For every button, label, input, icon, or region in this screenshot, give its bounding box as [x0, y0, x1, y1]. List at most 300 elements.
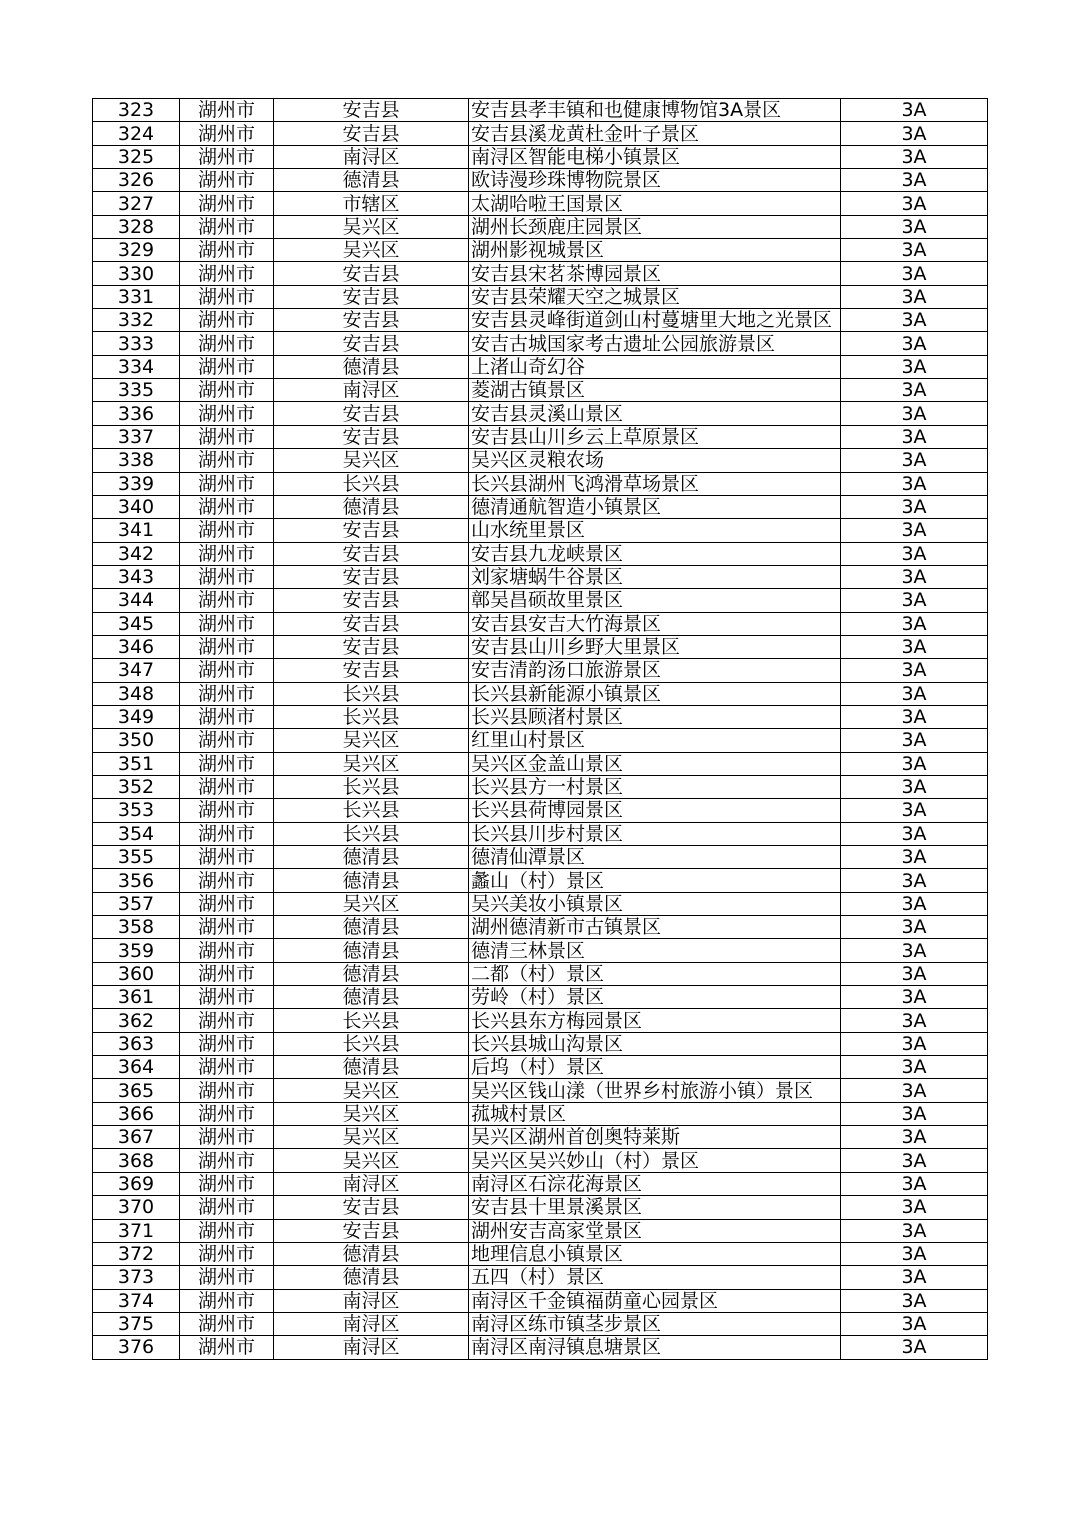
table-row	[93, 99, 988, 122]
grade-cell: 3A	[841, 472, 988, 495]
grade-cell: 3A	[841, 122, 988, 145]
scenic-spot-name-cell: 山水统里景区	[469, 519, 841, 542]
grade-cell: 3A	[841, 285, 988, 308]
table-row	[93, 1126, 988, 1149]
city-cell: 湖州市	[180, 332, 274, 355]
row-number-cell: 332	[93, 309, 180, 332]
scenic-spot-name-cell: 安吉县溪龙黄杜金叶子景区	[469, 122, 841, 145]
table-row	[93, 169, 988, 192]
table-row	[93, 145, 988, 168]
grade-cell: 3A	[841, 1056, 988, 1079]
city-cell: 湖州市	[180, 215, 274, 238]
grade-cell: 3A	[841, 425, 988, 448]
grade-cell: 3A	[841, 916, 988, 939]
row-number-cell: 337	[93, 425, 180, 448]
table-row	[93, 1266, 988, 1289]
table-row	[93, 962, 988, 985]
district-cell: 安吉县	[274, 542, 469, 565]
district-cell: 安吉县	[274, 425, 469, 448]
table-row	[93, 122, 988, 145]
row-number-cell: 369	[93, 1172, 180, 1195]
table-row	[93, 519, 988, 542]
grade-cell: 3A	[841, 846, 988, 869]
city-cell: 湖州市	[180, 635, 274, 658]
table-row	[93, 565, 988, 588]
city-cell: 湖州市	[180, 705, 274, 728]
row-number-cell: 357	[93, 892, 180, 915]
city-cell: 湖州市	[180, 1172, 274, 1195]
scenic-spot-name-cell: 长兴县东方梅园景区	[469, 1009, 841, 1032]
grade-cell: 3A	[841, 729, 988, 752]
city-cell: 湖州市	[180, 99, 274, 122]
scenic-spot-name-cell: 长兴县荷博园景区	[469, 799, 841, 822]
grade-cell: 3A	[841, 99, 988, 122]
row-number-cell: 346	[93, 635, 180, 658]
grade-cell: 3A	[841, 799, 988, 822]
city-cell: 湖州市	[180, 659, 274, 682]
table-row	[93, 402, 988, 425]
row-number-cell: 361	[93, 986, 180, 1009]
table-row	[93, 892, 988, 915]
table-row	[93, 1149, 988, 1172]
district-cell: 市辖区	[274, 192, 469, 215]
city-cell: 湖州市	[180, 169, 274, 192]
grade-cell: 3A	[841, 1009, 988, 1032]
scenic-spot-name-cell: 长兴县湖州飞鸿滑草场景区	[469, 472, 841, 495]
city-cell: 湖州市	[180, 892, 274, 915]
district-cell: 吴兴区	[274, 892, 469, 915]
table-row	[93, 939, 988, 962]
grade-cell: 3A	[841, 1242, 988, 1265]
table-row	[93, 986, 988, 1009]
row-number-cell: 353	[93, 799, 180, 822]
grade-cell: 3A	[841, 1149, 988, 1172]
scenic-spot-name-cell: 长兴县新能源小镇景区	[469, 682, 841, 705]
city-cell: 湖州市	[180, 869, 274, 892]
district-cell: 德清县	[274, 986, 469, 1009]
city-cell: 湖州市	[180, 612, 274, 635]
scenic-spot-name-cell: 南浔区南浔镇息塘景区	[469, 1336, 841, 1359]
scenic-spot-name-cell: 安吉县宋茗茶博园景区	[469, 262, 841, 285]
row-number-cell: 334	[93, 355, 180, 378]
row-number-cell: 333	[93, 332, 180, 355]
district-cell: 德清县	[274, 495, 469, 518]
scenic-spot-name-cell: 后坞（村）景区	[469, 1056, 841, 1079]
row-number-cell: 351	[93, 752, 180, 775]
scenic-spot-name-cell: 五四（村）景区	[469, 1266, 841, 1289]
city-cell: 湖州市	[180, 145, 274, 168]
city-cell: 湖州市	[180, 1266, 274, 1289]
grade-cell: 3A	[841, 542, 988, 565]
table-row	[93, 425, 988, 448]
scenic-spot-name-cell: 鄣吴昌硕故里景区	[469, 589, 841, 612]
city-cell: 湖州市	[180, 1336, 274, 1359]
city-cell: 湖州市	[180, 822, 274, 845]
district-cell: 吴兴区	[274, 449, 469, 472]
scenic-spot-name-cell: 安吉县灵峰街道剑山村蔓塘里大地之光景区	[469, 309, 841, 332]
grade-cell: 3A	[841, 939, 988, 962]
table-row	[93, 1102, 988, 1125]
row-number-cell: 329	[93, 239, 180, 262]
row-number-cell: 328	[93, 215, 180, 238]
scenic-spot-name-cell: 蠡山（村）景区	[469, 869, 841, 892]
district-cell: 安吉县	[274, 99, 469, 122]
city-cell: 湖州市	[180, 1289, 274, 1312]
grade-cell: 3A	[841, 1336, 988, 1359]
district-cell: 南浔区	[274, 1172, 469, 1195]
city-cell: 湖州市	[180, 262, 274, 285]
city-cell: 湖州市	[180, 1056, 274, 1079]
grade-cell: 3A	[841, 1126, 988, 1149]
grade-cell: 3A	[841, 215, 988, 238]
district-cell: 安吉县	[274, 1196, 469, 1219]
row-number-cell: 324	[93, 122, 180, 145]
city-cell: 湖州市	[180, 472, 274, 495]
district-cell: 南浔区	[274, 1312, 469, 1335]
table-row	[93, 355, 988, 378]
table-row	[93, 239, 988, 262]
district-cell: 长兴县	[274, 1032, 469, 1055]
row-number-cell: 359	[93, 939, 180, 962]
row-number-cell: 347	[93, 659, 180, 682]
scenic-spot-name-cell: 南浔区千金镇福荫童心园景区	[469, 1289, 841, 1312]
city-cell: 湖州市	[180, 1196, 274, 1219]
district-cell: 南浔区	[274, 1289, 469, 1312]
row-number-cell: 342	[93, 542, 180, 565]
grade-cell: 3A	[841, 635, 988, 658]
city-cell: 湖州市	[180, 1242, 274, 1265]
district-cell: 德清县	[274, 962, 469, 985]
district-cell: 德清县	[274, 355, 469, 378]
city-cell: 湖州市	[180, 285, 274, 308]
table-row	[93, 589, 988, 612]
scenic-spot-name-cell: 劳岭（村）景区	[469, 986, 841, 1009]
grade-cell: 3A	[841, 682, 988, 705]
grade-cell: 3A	[841, 962, 988, 985]
district-cell: 德清县	[274, 1056, 469, 1079]
row-number-cell: 330	[93, 262, 180, 285]
district-cell: 德清县	[274, 939, 469, 962]
table-row	[93, 1336, 988, 1359]
row-number-cell: 367	[93, 1126, 180, 1149]
district-cell: 安吉县	[274, 635, 469, 658]
grade-cell: 3A	[841, 262, 988, 285]
district-cell: 长兴县	[274, 1009, 469, 1032]
city-cell: 湖州市	[180, 752, 274, 775]
grade-cell: 3A	[841, 752, 988, 775]
row-number-cell: 339	[93, 472, 180, 495]
scenic-spot-name-cell: 地理信息小镇景区	[469, 1242, 841, 1265]
table-row	[93, 1196, 988, 1219]
district-cell: 长兴县	[274, 705, 469, 728]
scenic-spot-name-cell: 长兴县方一村景区	[469, 775, 841, 798]
district-cell: 德清县	[274, 1242, 469, 1265]
district-cell: 安吉县	[274, 309, 469, 332]
district-cell: 安吉县	[274, 659, 469, 682]
table-row	[93, 285, 988, 308]
grade-cell: 3A	[841, 1219, 988, 1242]
scenic-spot-name-cell: 长兴县顾渚村景区	[469, 705, 841, 728]
city-cell: 湖州市	[180, 1032, 274, 1055]
row-number-cell: 327	[93, 192, 180, 215]
grade-cell: 3A	[841, 1266, 988, 1289]
city-cell: 湖州市	[180, 449, 274, 472]
table-row	[93, 705, 988, 728]
scenic-spot-name-cell: 吴兴区金盖山景区	[469, 752, 841, 775]
city-cell: 湖州市	[180, 379, 274, 402]
row-number-cell: 345	[93, 612, 180, 635]
table-row	[93, 495, 988, 518]
district-cell: 德清县	[274, 169, 469, 192]
grade-cell: 3A	[841, 705, 988, 728]
district-cell: 吴兴区	[274, 1126, 469, 1149]
city-cell: 湖州市	[180, 1126, 274, 1149]
grade-cell: 3A	[841, 1079, 988, 1102]
row-number-cell: 372	[93, 1242, 180, 1265]
scenic-spot-name-cell: 菱湖古镇景区	[469, 379, 841, 402]
grade-cell: 3A	[841, 495, 988, 518]
district-cell: 南浔区	[274, 145, 469, 168]
district-cell: 安吉县	[274, 285, 469, 308]
city-cell: 湖州市	[180, 192, 274, 215]
district-cell: 德清县	[274, 1266, 469, 1289]
table-row	[93, 542, 988, 565]
table-row	[93, 1009, 988, 1032]
scenic-spot-name-cell: 安吉县荣耀天空之城景区	[469, 285, 841, 308]
table-row	[93, 752, 988, 775]
scenic-spot-name-cell: 吴兴区湖州首创奥特莱斯	[469, 1126, 841, 1149]
table-row	[93, 869, 988, 892]
table-row	[93, 729, 988, 752]
grade-cell: 3A	[841, 986, 988, 1009]
city-cell: 湖州市	[180, 565, 274, 588]
row-number-cell: 362	[93, 1009, 180, 1032]
grade-cell: 3A	[841, 612, 988, 635]
scenic-spot-name-cell: 南浔区练市镇茎步景区	[469, 1312, 841, 1335]
grade-cell: 3A	[841, 589, 988, 612]
district-cell: 吴兴区	[274, 215, 469, 238]
scenic-spot-name-cell: 太湖哈啦王国景区	[469, 192, 841, 215]
scenic-spot-name-cell: 安吉县山川乡云上草原景区	[469, 425, 841, 448]
table-row	[93, 1312, 988, 1335]
row-number-cell: 325	[93, 145, 180, 168]
row-number-cell: 366	[93, 1102, 180, 1125]
row-number-cell: 352	[93, 775, 180, 798]
grade-cell: 3A	[841, 822, 988, 845]
district-cell: 安吉县	[274, 122, 469, 145]
scenic-spot-name-cell: 湖州长颈鹿庄园景区	[469, 215, 841, 238]
row-number-cell: 371	[93, 1219, 180, 1242]
grade-cell: 3A	[841, 775, 988, 798]
grade-cell: 3A	[841, 379, 988, 402]
district-cell: 吴兴区	[274, 1102, 469, 1125]
district-cell: 吴兴区	[274, 239, 469, 262]
city-cell: 湖州市	[180, 799, 274, 822]
scenic-spot-name-cell: 菰城村景区	[469, 1102, 841, 1125]
row-number-cell: 340	[93, 495, 180, 518]
scenic-spot-name-cell: 上渚山奇幻谷	[469, 355, 841, 378]
grade-cell: 3A	[841, 1196, 988, 1219]
grade-cell: 3A	[841, 192, 988, 215]
scenic-spot-name-cell: 长兴县城山沟景区	[469, 1032, 841, 1055]
scenic-spot-name-cell: 安吉县山川乡野大里景区	[469, 635, 841, 658]
city-cell: 湖州市	[180, 1312, 274, 1335]
scenic-spot-name-cell: 南浔区石淙花海景区	[469, 1172, 841, 1195]
grade-cell: 3A	[841, 1312, 988, 1335]
scenic-spot-name-cell: 刘家塘蜗牛谷景区	[469, 565, 841, 588]
scenic-spot-name-cell: 湖州影视城景区	[469, 239, 841, 262]
table-row	[93, 449, 988, 472]
scenic-spot-name-cell: 德清通航智造小镇景区	[469, 495, 841, 518]
scenic-spot-name-cell: 二都（村）景区	[469, 962, 841, 985]
scenic-spot-name-cell: 吴兴美妆小镇景区	[469, 892, 841, 915]
grade-cell: 3A	[841, 309, 988, 332]
row-number-cell: 344	[93, 589, 180, 612]
district-cell: 长兴县	[274, 799, 469, 822]
scenic-spot-name-cell: 安吉清韵汤口旅游景区	[469, 659, 841, 682]
district-cell: 吴兴区	[274, 1149, 469, 1172]
city-cell: 湖州市	[180, 962, 274, 985]
district-cell: 安吉县	[274, 565, 469, 588]
district-cell: 吴兴区	[274, 1079, 469, 1102]
table-row	[93, 332, 988, 355]
row-number-cell: 376	[93, 1336, 180, 1359]
district-cell: 安吉县	[274, 612, 469, 635]
grade-cell: 3A	[841, 659, 988, 682]
scenic-spot-name-cell: 安吉县孝丰镇和也健康博物馆3A景区	[469, 99, 841, 122]
district-cell: 德清县	[274, 869, 469, 892]
district-cell: 德清县	[274, 916, 469, 939]
row-number-cell: 336	[93, 402, 180, 425]
grade-cell: 3A	[841, 892, 988, 915]
grade-cell: 3A	[841, 402, 988, 425]
table-row	[93, 472, 988, 495]
city-cell: 湖州市	[180, 729, 274, 752]
table-row	[93, 309, 988, 332]
table-row	[93, 635, 988, 658]
table-row	[93, 262, 988, 285]
scenic-spot-name-cell: 安吉县安吉大竹海景区	[469, 612, 841, 635]
district-cell: 长兴县	[274, 682, 469, 705]
scenic-spot-name-cell: 德清三林景区	[469, 939, 841, 962]
grade-cell: 3A	[841, 1289, 988, 1312]
city-cell: 湖州市	[180, 1079, 274, 1102]
city-cell: 湖州市	[180, 1009, 274, 1032]
grade-cell: 3A	[841, 519, 988, 542]
row-number-cell: 356	[93, 869, 180, 892]
city-cell: 湖州市	[180, 589, 274, 612]
table-row	[93, 1172, 988, 1195]
grade-cell: 3A	[841, 145, 988, 168]
row-number-cell: 375	[93, 1312, 180, 1335]
row-number-cell: 373	[93, 1266, 180, 1289]
grade-cell: 3A	[841, 869, 988, 892]
grade-cell: 3A	[841, 1102, 988, 1125]
city-cell: 湖州市	[180, 939, 274, 962]
table-row	[93, 682, 988, 705]
table-row	[93, 1056, 988, 1079]
scenic-spot-name-cell: 安吉县灵溪山景区	[469, 402, 841, 425]
row-number-cell: 338	[93, 449, 180, 472]
table-row	[93, 846, 988, 869]
city-cell: 湖州市	[180, 309, 274, 332]
row-number-cell: 335	[93, 379, 180, 402]
grade-cell: 3A	[841, 239, 988, 262]
city-cell: 湖州市	[180, 495, 274, 518]
city-cell: 湖州市	[180, 402, 274, 425]
district-cell: 安吉县	[274, 332, 469, 355]
city-cell: 湖州市	[180, 986, 274, 1009]
city-cell: 湖州市	[180, 425, 274, 448]
district-cell: 吴兴区	[274, 752, 469, 775]
row-number-cell: 364	[93, 1056, 180, 1079]
district-cell: 安吉县	[274, 262, 469, 285]
district-cell: 长兴县	[274, 472, 469, 495]
city-cell: 湖州市	[180, 1102, 274, 1125]
row-number-cell: 326	[93, 169, 180, 192]
table-row	[93, 775, 988, 798]
row-number-cell: 374	[93, 1289, 180, 1312]
district-cell: 安吉县	[274, 402, 469, 425]
table-body	[93, 99, 988, 1360]
scenic-spot-name-cell: 吴兴区灵粮农场	[469, 449, 841, 472]
row-number-cell: 370	[93, 1196, 180, 1219]
grade-cell: 3A	[841, 1032, 988, 1055]
district-cell: 安吉县	[274, 589, 469, 612]
row-number-cell: 363	[93, 1032, 180, 1055]
grade-cell: 3A	[841, 332, 988, 355]
city-cell: 湖州市	[180, 682, 274, 705]
district-cell: 长兴县	[274, 775, 469, 798]
table-row	[93, 1289, 988, 1312]
scenic-spot-name-cell: 吴兴区吴兴妙山（村）景区	[469, 1149, 841, 1172]
row-number-cell: 354	[93, 822, 180, 845]
district-cell: 德清县	[274, 846, 469, 869]
district-cell: 吴兴区	[274, 729, 469, 752]
table-row	[93, 192, 988, 215]
table-row	[93, 822, 988, 845]
city-cell: 湖州市	[180, 542, 274, 565]
table-row	[93, 916, 988, 939]
table-row	[93, 1032, 988, 1055]
row-number-cell: 355	[93, 846, 180, 869]
table-row	[93, 799, 988, 822]
city-cell: 湖州市	[180, 846, 274, 869]
scenic-spot-name-cell: 湖州德清新市古镇景区	[469, 916, 841, 939]
scenic-spot-table	[92, 98, 988, 1360]
scenic-spot-name-cell: 安吉县九龙峡景区	[469, 542, 841, 565]
grade-cell: 3A	[841, 565, 988, 588]
table-row	[93, 659, 988, 682]
row-number-cell: 348	[93, 682, 180, 705]
district-cell: 南浔区	[274, 1336, 469, 1359]
grade-cell: 3A	[841, 449, 988, 472]
scenic-spot-name-cell: 吴兴区钱山漾（世界乡村旅游小镇）景区	[469, 1079, 841, 1102]
city-cell: 湖州市	[180, 1149, 274, 1172]
row-number-cell: 358	[93, 916, 180, 939]
row-number-cell: 368	[93, 1149, 180, 1172]
scenic-spot-name-cell: 安吉县十里景溪景区	[469, 1196, 841, 1219]
table-row	[93, 379, 988, 402]
scenic-spot-name-cell: 湖州安吉高家堂景区	[469, 1219, 841, 1242]
table-row	[93, 612, 988, 635]
city-cell: 湖州市	[180, 916, 274, 939]
row-number-cell: 343	[93, 565, 180, 588]
city-cell: 湖州市	[180, 775, 274, 798]
district-cell: 南浔区	[274, 379, 469, 402]
row-number-cell: 323	[93, 99, 180, 122]
scenic-spot-name-cell: 红里山村景区	[469, 729, 841, 752]
